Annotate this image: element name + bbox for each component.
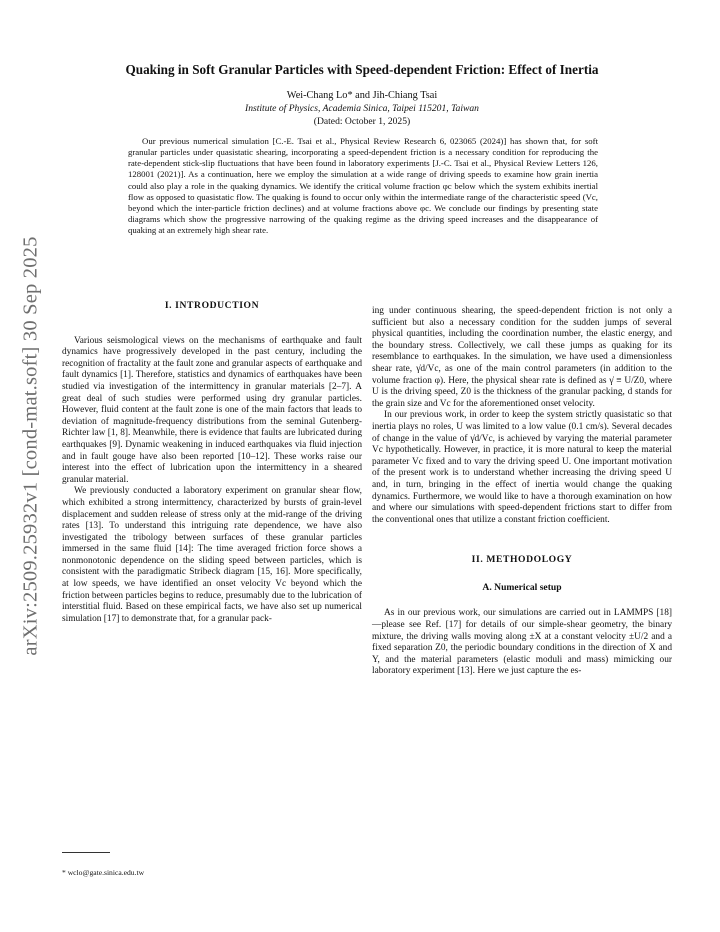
intro-paragraph-1: Various seismological views on the mechanisms of earthquake and fault dynamics have progressively developed in the past century, including the recognition of fractality at the fault zone and granular aspects of earthquake and fault dynamics [1]. Therefore, statistics and dynamics of earthquakes have been studied via investigation of the intermittency in granular materials [2–7]. A great deal of such studies were performed using dry granular particles. However, fluid content at the fault zone is one of the main factors that leads to deviation of magnitude-frequency distributions from the seminal Gutenberg-Richter law [1, 8]. Meanwhile, there is evidence that faults are lubricated during earthquakes [9]. Dynamic weakening in induced earthquakes via fluid injection and in fault gouge have also been reported [10–12]. These works raise our interest into the effect of lubrication upon the intermittency in a sheared granular material. bbox=[62, 335, 362, 485]
intro-paragraph-4: In our previous work, in order to keep the system strictly quasistatic so that inertia plays no roles, U was limited to a low value (0.1 cm/s). Several decades of change in the value of γ̇d/Vc, is achieved by varying the material parameter Vc hypothetically. However, in practice, it is more natural to keep the material parameter Vc fixed and to vary the driving speed U. One important motivation of the present work is to understand whether increasing the driving speed U and, in turn, bringing in the effect of inertia would change the quaking dynamics. Furthermore, we would like to have a thorough examination on how and where our simulations with speed-dependent frictions start to differ from the conventional ones that utilize a constant friction coefficient. bbox=[372, 410, 672, 525]
right-column bbox=[372, 306, 672, 678]
footnote-rule bbox=[62, 852, 110, 853]
intro-paragraph-3: ing under continuous shearing, the speed-dependent friction is not only a sufficient but also a necessary condition for the sudden jumps of several physical quantities, including the coordination number, the elastic energy, and the boundary stress. Collectively, we call these jumps as quaking for its resemblance to earthquakes. In the simulation, we have used a dimensionless shear rate, γ̇d/Vc, as one of the main control parameters (in addition to the volume fraction φ). Here, the physical shear rate is defined as γ̇ ≡ U/Z0, where U is the driving speed, Z0 is the thickness of the granular packing, d stands for the grain size and Vc for the aforementioned onset velocity. bbox=[372, 306, 672, 409]
numerical-setup-subheading: A. Numerical setup bbox=[482, 581, 562, 593]
left-column bbox=[62, 300, 362, 625]
affiliation: Institute of Physics, Academia Sinica, Taipei 115201, Taiwan bbox=[245, 103, 479, 114]
dated-line: (Dated: October 1, 2025) bbox=[313, 116, 411, 127]
intro-heading: I. INTRODUCTION bbox=[164, 300, 260, 311]
author-list: Wei-Chang Lo* and Jih-Chiang Tsai bbox=[286, 90, 438, 101]
methodology-heading: II. METHODOLOGY bbox=[471, 554, 573, 566]
arxiv-identifier: arXiv:2509.25932v1 [cond-mat.soft] 30 Sep 2025 bbox=[19, 236, 42, 656]
abstract: Our previous numerical simulation [C.-E. Tsai et al., Physical Review Research 6, 023065 (2024)] has shown that, for soft granular particles under quasistatic shearing, incorporating a speed-dependent friction is a necessary condition for reproducing the rate-dependent stick-slip fluctuations that have been found in laboratory experiments [J.-C. Tsai et al., Physical Review Letters 126, 128001 (2021)]. As a continuation, here we employ the simulation at a wide range of driving speeds to examine how grain inertia could also play a role in the quaking dynamics. We identify the critical volume fraction φc below which the system exhibits inertial flow as opposed to quasistatic flow. The quaking is found to occur only within the intermediate range of the characteristic speed (Vc, beyond which the inter-particle friction declines) and at volume fractions above φc. We conclude our findings by presenting state diagrams which show the progressive narrowing of the quaking regime as the driving speed increases and the disappearance of quaking at an extremely high shear rate. bbox=[128, 136, 598, 236]
paper-title: Quaking in Soft Granular Particles with Speed-dependent Friction: Effect of Inertia bbox=[125, 62, 599, 77]
footnote-email: * wclo@gate.sinica.edu.tw bbox=[62, 868, 145, 877]
intro-paragraph-2: We previously conducted a laboratory experiment on granular shear flow, which exhibited a strong intermittency, characterized by bursts of grain-level displacement and sudden release of stress only at the mid-range of the driving rates [13]. To understand this intriguing rate dependence, we have also investigated the tribology between surfaces of these granular particles immersed in the same fluid [14]: The time averaged friction force shows a nonmonotonic dependence on the sliding speed between particles, which is consistent with the paradigmatic Stribeck diagram [15, 16]. More specifically, at low speeds, we have identified an onset velocity Vc beyond which the friction between particles begins to reduce, presumably due to the lubrication of interstitial fluid. Based on these empirical facts, we have also set up numerical simulation [17] to demonstrate that, for a granular pack- bbox=[62, 486, 362, 624]
methodology-paragraph-1: As in our previous work, our simulations are carried out in LAMMPS [18]—please see Ref. [17] for details of our simple-shear geometry, the binary mixture, the driving walls moving along ±X at a constant velocity ±U/2 and a fixed separation Z0, the periodic boundary conditions in the direction of X and Y, and the material parameters (elastic moduli and mass) mimicking our laboratory experiment [13]. Here we just capture the es- bbox=[372, 608, 672, 677]
